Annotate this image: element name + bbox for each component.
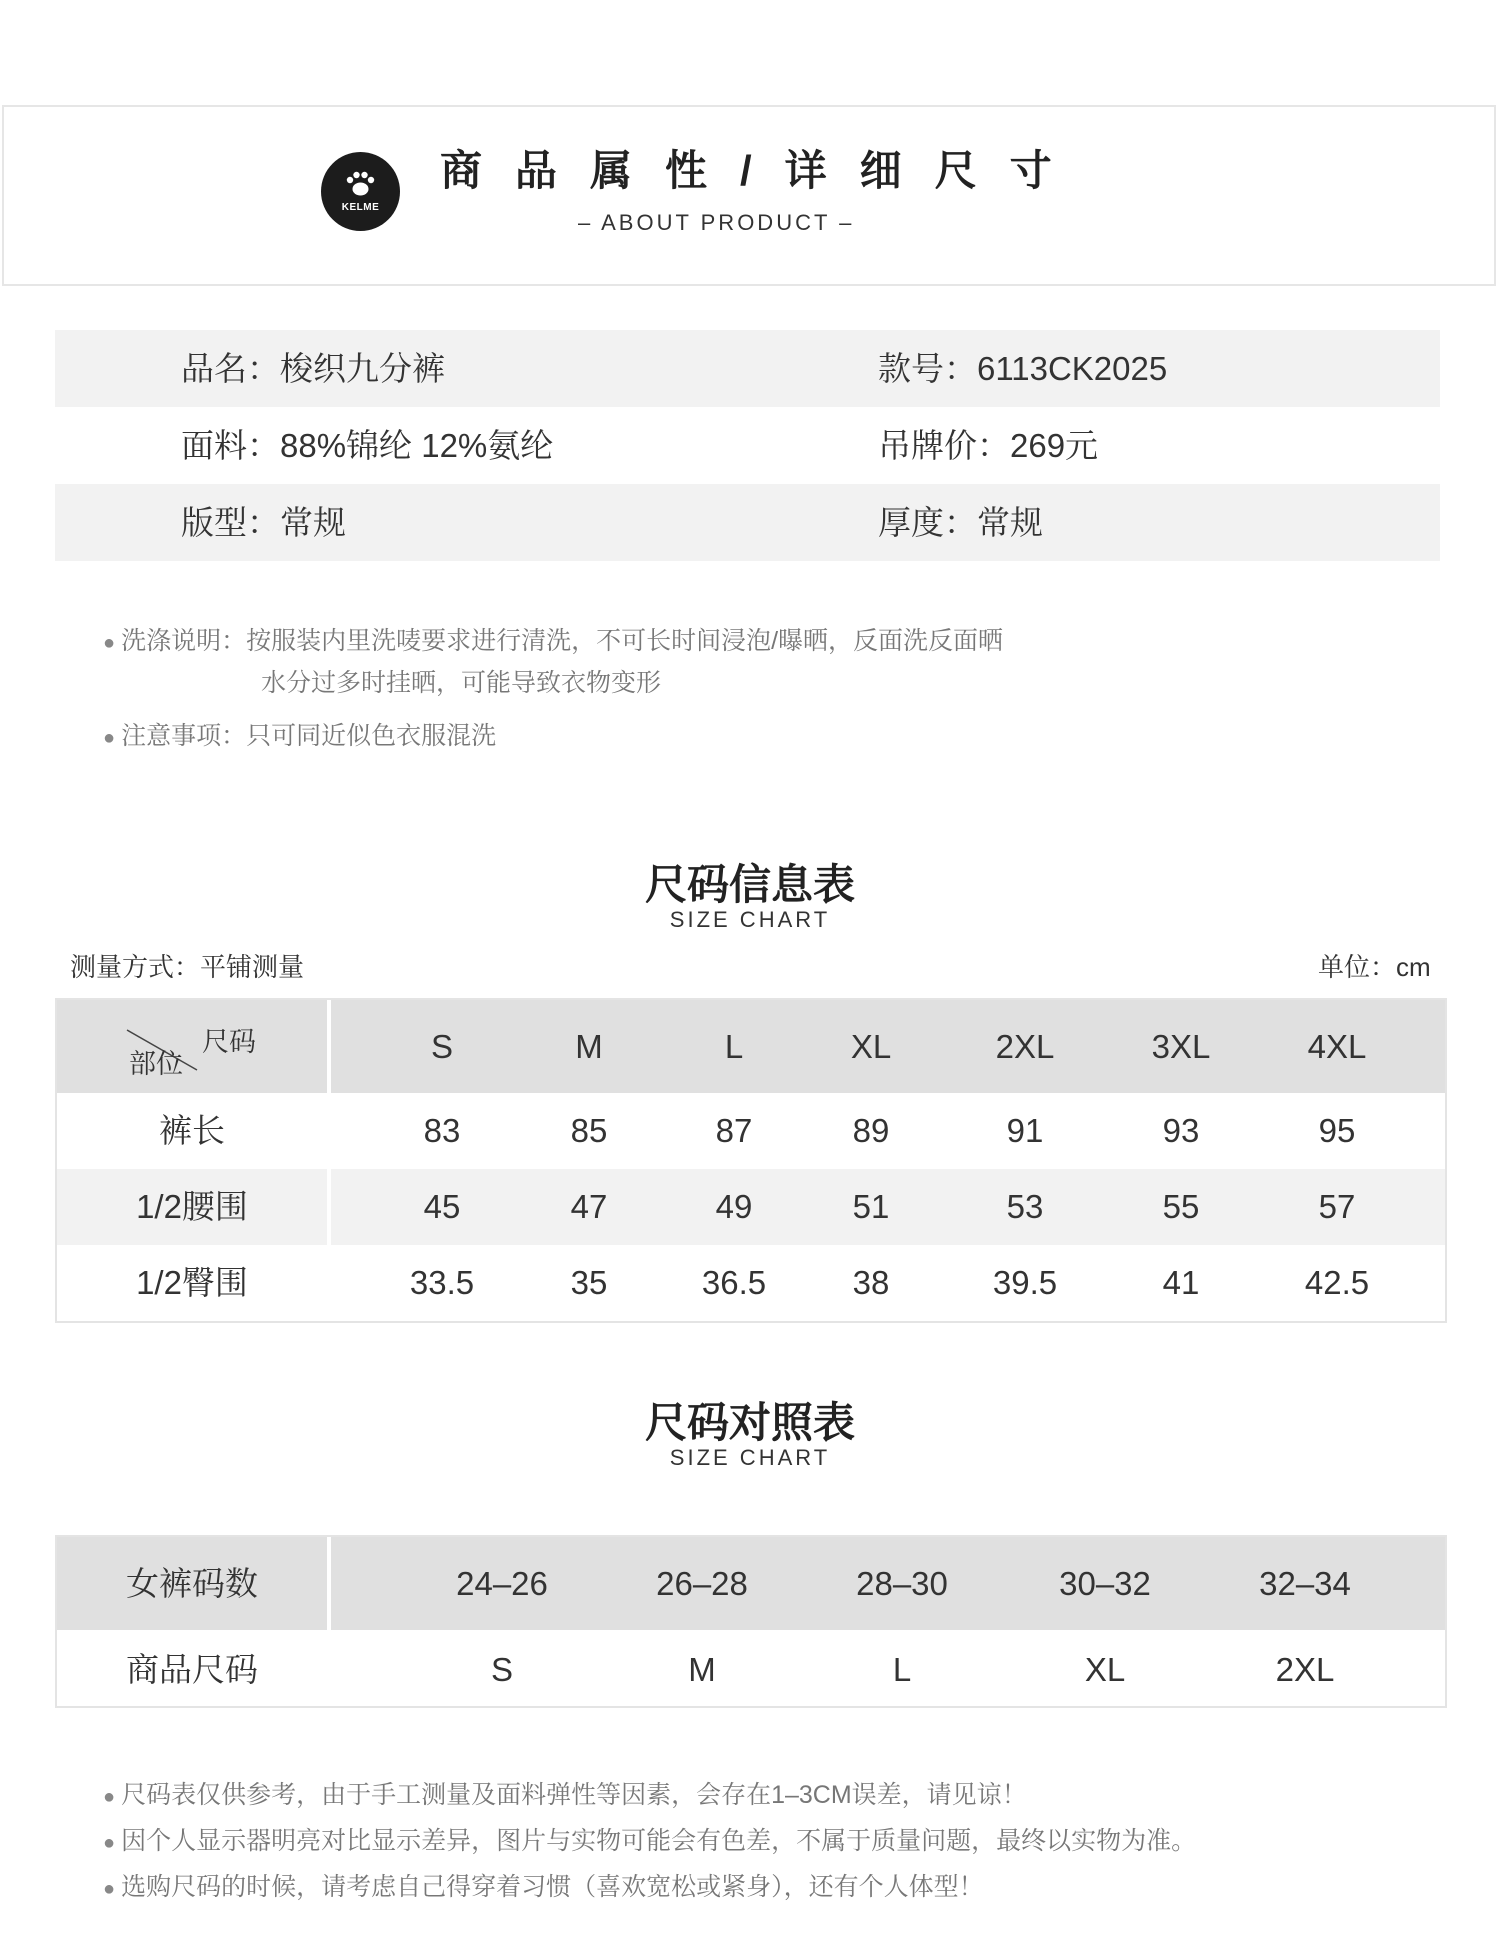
table-cell: 57 [1318,1188,1356,1225]
footer-note [103,1821,1196,1857]
row-label: 商品尺码 [126,1651,258,1688]
note-text: 选购尺码的时候，请考虑自己得穿着习惯（喜欢宽松或紧身），还有个人体型！ [121,1873,984,1901]
measure-method: 测量方式：平铺测量 [70,952,305,982]
table-cell: 51 [852,1188,890,1225]
corner-part-label: 部位 [129,1049,183,1079]
page-title: 商品属性/详细尺寸 [440,147,1085,194]
note-text: 尺码表仅供参考，由于手工测量及面料弹性等因素，会存在1–3CM误差，请见谅！ [121,1781,1027,1809]
size-compare-table [55,1535,1447,1708]
table-cell: 93 [1162,1112,1200,1149]
note-text: 因个人显示器明亮对比显示差异，图片与实物可能会有色差，不属于质量问题，最终以实物为准。 [121,1827,1197,1855]
wash-note-continued: 水分过多时挂晒，可能导致衣物变形 [261,669,662,697]
table-cell: 87 [715,1112,753,1149]
table-cell: 55 [1162,1188,1200,1225]
size-info-table [55,998,1447,1323]
table-cell: 85 [570,1112,608,1149]
table-cell: 89 [852,1112,890,1149]
table-cell: S [490,1651,513,1688]
paw-icon [321,152,400,231]
table-row [57,1169,1445,1245]
table-cell: XL [1084,1651,1126,1688]
page-subtitle: – ABOUT PRODUCT – [578,210,855,235]
attribute-row [55,407,1440,484]
size-info-title: 尺码信息表 [644,861,855,908]
caution-note [103,716,496,752]
table-cell: 83 [423,1112,461,1149]
bullet-icon: ● [103,632,116,654]
size-header: M [575,1028,603,1065]
table-cell: 36.5 [701,1264,767,1301]
table-cell: 35 [570,1264,608,1301]
attribute-cell [181,484,346,561]
attribute-cell [878,407,1098,484]
attribute-value: 常规 [280,504,346,541]
size-header: 4XL [1307,1028,1367,1065]
range-header: 28–30 [856,1565,948,1602]
size-header: S [430,1028,453,1065]
table-cell: 45 [423,1188,461,1225]
table-cell: 47 [570,1188,608,1225]
kelme-logo [321,152,400,231]
bullet-icon: ● [103,1832,116,1854]
table-cell: 41 [1162,1264,1200,1301]
table-header-row [57,1000,1445,1093]
table-cell: 53 [1006,1188,1044,1225]
bullet-icon: ● [103,1786,116,1808]
size-header: 2XL [995,1028,1055,1065]
attribute-label: 品名： [181,350,280,387]
part-label: 裤长 [159,1112,225,1149]
table-cell: 95 [1318,1112,1356,1149]
attribute-value: 6113CK2025 [977,350,1168,387]
table-cell: M [688,1651,716,1688]
note-label: 注意事项： [121,722,247,750]
corner-size-label: 尺码 [202,1027,256,1057]
table-cell: 38 [852,1264,890,1301]
range-header: 24–26 [456,1565,548,1602]
table-row [57,1630,1445,1706]
column-divider [327,1537,331,1630]
table-cell: 49 [715,1188,753,1225]
note-text: 只可同近似色衣服混洗 [246,722,497,750]
unit-label: 单位：cm [1318,952,1431,982]
attribute-value: 269元 [1010,427,1099,464]
table-header-row [57,1537,1445,1630]
diagonal-divider [57,1000,327,1093]
table-cell: 2XL [1275,1651,1335,1688]
attribute-row [55,330,1440,407]
wash-note [103,621,1003,657]
attribute-cell [181,407,553,484]
footer-note [103,1867,984,1903]
table-row [57,1245,1445,1321]
size-header: 3XL [1151,1028,1211,1065]
table-cell: 39.5 [992,1264,1058,1301]
attribute-cell [878,330,1167,407]
part-label: 1/2腰围 [136,1188,248,1225]
range-header: 26–28 [656,1565,748,1602]
table-cell: 33.5 [409,1264,475,1301]
footer-note [103,1775,1027,1811]
note-text: 按服装内里洗唛要求进行清洗，不可长时间浸泡/曝晒，反面洗反面晒 [246,627,1004,655]
attribute-value: 88%锦纶 12%氨纶 [280,427,554,464]
size-compare-title: 尺码对照表 [644,1399,855,1446]
table-row [57,1093,1445,1169]
table-cell: L [892,1651,912,1688]
size-compare-subtitle: SIZE CHART [669,1445,831,1470]
bullet-icon: ● [103,727,116,749]
attribute-label: 厚度： [878,504,977,541]
row-label: 女裤码数 [126,1565,258,1602]
attribute-cell [878,484,1043,561]
table-cell: 42.5 [1304,1264,1370,1301]
size-info-subtitle: SIZE CHART [669,907,831,932]
note-label: 洗涤说明： [121,627,247,655]
table-cell: 91 [1006,1112,1044,1149]
attribute-row [55,484,1440,561]
attribute-value: 常规 [977,504,1043,541]
size-header: L [724,1028,744,1065]
range-header: 32–34 [1259,1565,1351,1602]
bullet-icon: ● [103,1878,116,1900]
column-divider [327,1000,331,1245]
attribute-label: 面料： [181,427,280,464]
attribute-cell [181,330,445,407]
range-header: 30–32 [1059,1565,1151,1602]
attribute-label: 版型： [181,504,280,541]
part-label: 1/2臀围 [136,1264,248,1301]
logo-wordmark: KELME [341,202,380,213]
attribute-label: 款号： [878,350,977,387]
header-panel [2,105,1496,286]
size-header: XL [850,1028,892,1065]
attribute-value: 梭织九分裤 [280,350,445,387]
attribute-label: 吊牌价： [878,427,1010,464]
